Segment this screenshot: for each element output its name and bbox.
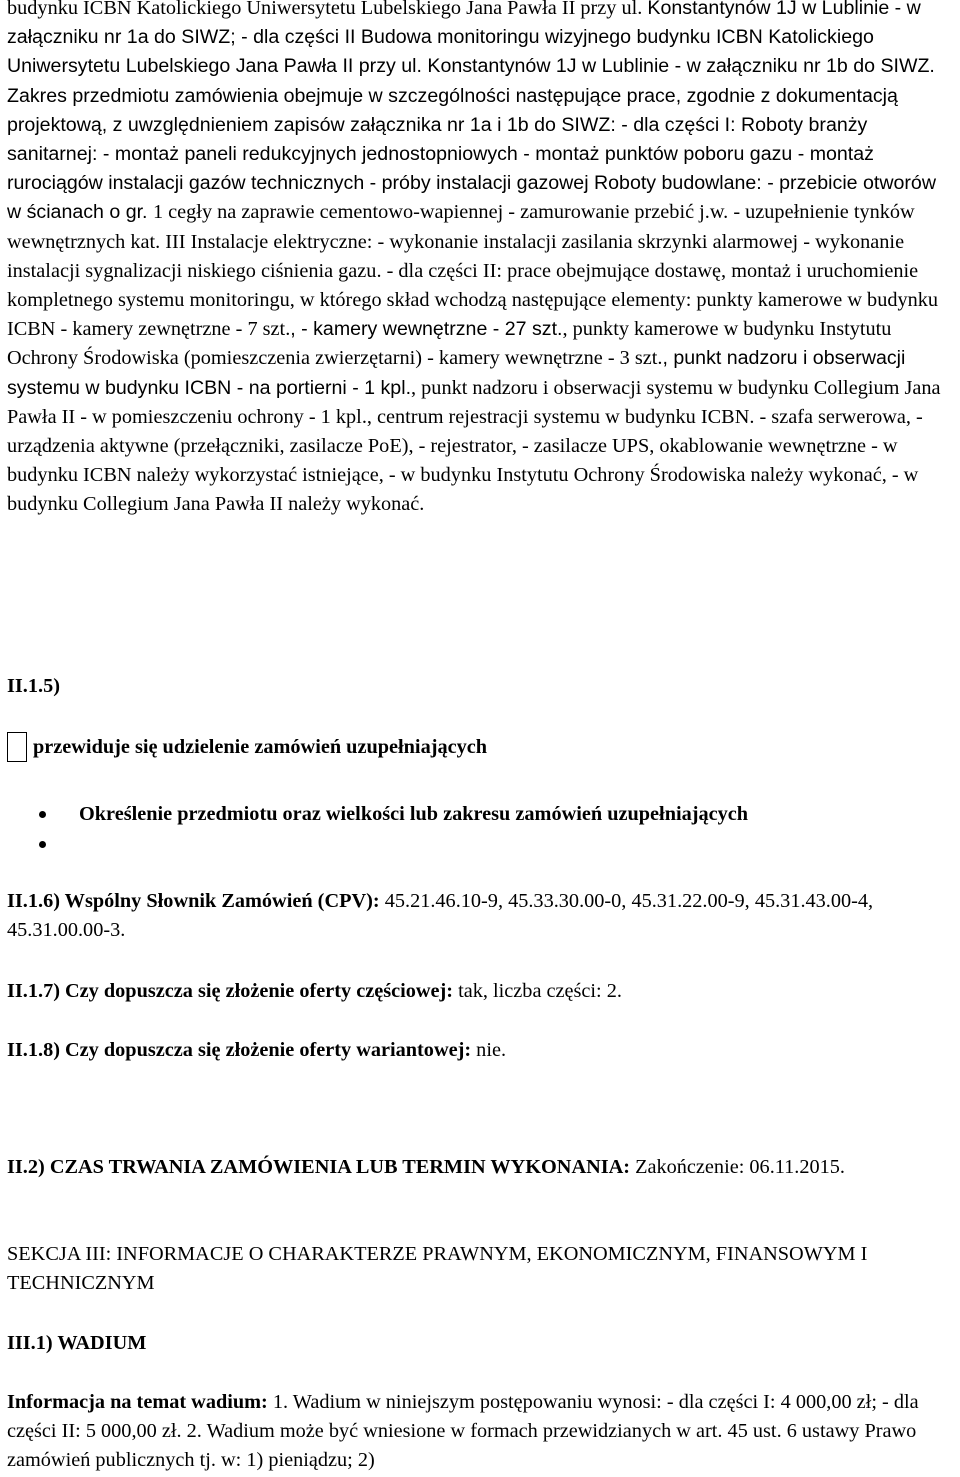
text-run: , punkty kamerowe w budynku Instytutu Ochrony Środowiska (pomieszczenia zwierzętarni) - kamery wewnętrzne - 3 szt. (7, 318, 892, 370)
variant-offer-section (7, 1036, 955, 1065)
section-iii-title: SEKCJA III: INFORMACJE O CHARAKTERZE PRAWNYM, EKONOMICZNYM, FINANSOWYM I TECHNICZNYM (7, 1243, 868, 1295)
list-item-text: Określenie przedmiotu oraz wielkości lub zakresu zamówień uzupełniających (79, 803, 749, 825)
wadium-section (7, 1388, 955, 1476)
wadium-text: 1. Wadium w niniejszym postępowaniu wynosi: - dla części I: 4 000,00 zł; - dla części II: 5 000,00 zł. 2. Wadium może być wniesione w formach przewidzianych w art. 45 ust. 6 ustawy Prawo zamówień publicznych tj. w: 1) pieniądzu; 2) (7, 1391, 919, 1472)
text-run: , punkt nadzoru i obserwacji systemu w budynku ICBN - na portierni - 1 kpl. (7, 347, 906, 399)
description-paragraph (7, 0, 955, 520)
text-run: 1 cegły na zaprawie cementowo-wapiennej - zamurowanie przebić j.w. - uzupełnienie tynków wewnętrznych kat. III Instalacje elektryczne: - wykonanie instalacji zasilania skrzynki alarmowej - wykonanie instalacji sygnalizacji niskiego ciśnienia gazu. (7, 201, 915, 282)
text-run: , - kamery wewnętrzne - 27 szt. (290, 318, 563, 341)
bullet-icon (39, 811, 46, 818)
supplementary-orders-row (7, 732, 487, 762)
section-label-iii-1: III.1) WADIUM (7, 1332, 147, 1354)
text-run: - dla części II: prace obejmujące dostawę, montaż i uruchomienie kompletnego systemu monitoringu, w którego skład wchodzą następujące elementy: punkty kamerowe w budynku ICBN - kamery zewnętrzne - 7 szt. (7, 259, 939, 341)
duration-section (7, 1153, 955, 1182)
list-item (7, 830, 748, 860)
section-label-ii-1-5: II.1.5) (7, 675, 60, 697)
section-label-ii-1-7: II.1.7) Czy dopuszcza się złożenie oferty częściowej: (7, 980, 454, 1002)
section-label-ii-1-8: II.1.8) Czy dopuszcza się złożenie oferty wariantowej: (7, 1039, 472, 1061)
section-label-ii-1-6: II.1.6) Wspólny Słownik Zamówień (CPV): (7, 890, 380, 912)
text-run: , punkt nadzoru i obserwacji systemu w budynku Collegium Jana Pawła II - w pomieszczeniu ochrony - 1 kpl. (7, 376, 941, 428)
list-item (7, 800, 748, 830)
partial-offer-section (7, 977, 955, 1006)
completion-date: Zakończenie: 06.11.2015. (630, 1156, 846, 1178)
partial-offer-value: tak, liczba części: 2. (453, 980, 622, 1002)
bullet-icon (39, 841, 46, 848)
supplementary-orders-list (7, 800, 748, 860)
supplementary-orders-checkbox[interactable] (7, 732, 27, 762)
section-label-ii-2: II.2) CZAS TRWANIA ZAMÓWIENIA LUB TERMIN WYKONANIA: (7, 1156, 631, 1178)
text-run: , centrum rejestracji systemu w budynku ICBN. - szafa serwerowa, - urządzenia aktywne (przełączniki, zasilacze PoE), - rejestrator, - zasilacze UPS, okablowanie wewnętrzne - w budynku ICBN należy wykorzystać istniejące, - w budynku Instytutu Ochrony Środowiska należy wykonać, - w budynku Collegium Jana Pawła II należy wykonać. (7, 405, 923, 516)
supplementary-orders-label: przewiduje się udzielenie zamówień uzupełniających (33, 735, 488, 758)
text-run: Konstantynów 1J w Lublinie - w załączniku nr 1a do SIWZ; - dla części II Budowa monitoringu wizyjnego budynku ICBN Katolickiego Uniwersytetu Lubelskiego Jana Pawła II przy ul. Konstantynów 1J w Lublinie - w załączniku nr 1b do SIWZ. Zakres przedmiotu zamówienia obejmuje w szczególności następujące prace, zgodnie z dokumentacją projektową, z uwzględnieniem zapisów załącznika nr 1a i 1b do SIWZ: - dla części I: Roboty branży sanitarnej: - montaż paneli redukcyjnych jednostopniowych - montaż punktów poboru gazu - montaż rurociągów instalacji gazów technicznych - próby instalacji gazowej Roboty budowlane: - przebicie otworów w ścianach o gr. (7, 0, 936, 224)
wadium-label: Informacja na temat wadium: (7, 1391, 268, 1413)
variant-offer-value: nie. (471, 1039, 507, 1061)
cpv-section (7, 887, 955, 945)
text-run: budynku ICBN Katolickiego Uniwersytetu Lubelskiego Jana Pawła II przy ul. (7, 0, 648, 19)
cpv-codes: 45.21.46.10-9, 45.33.30.00-0, 45.31.22.00-9, 45.31.43.00-4, 45.31.00.00-3. (7, 890, 874, 942)
